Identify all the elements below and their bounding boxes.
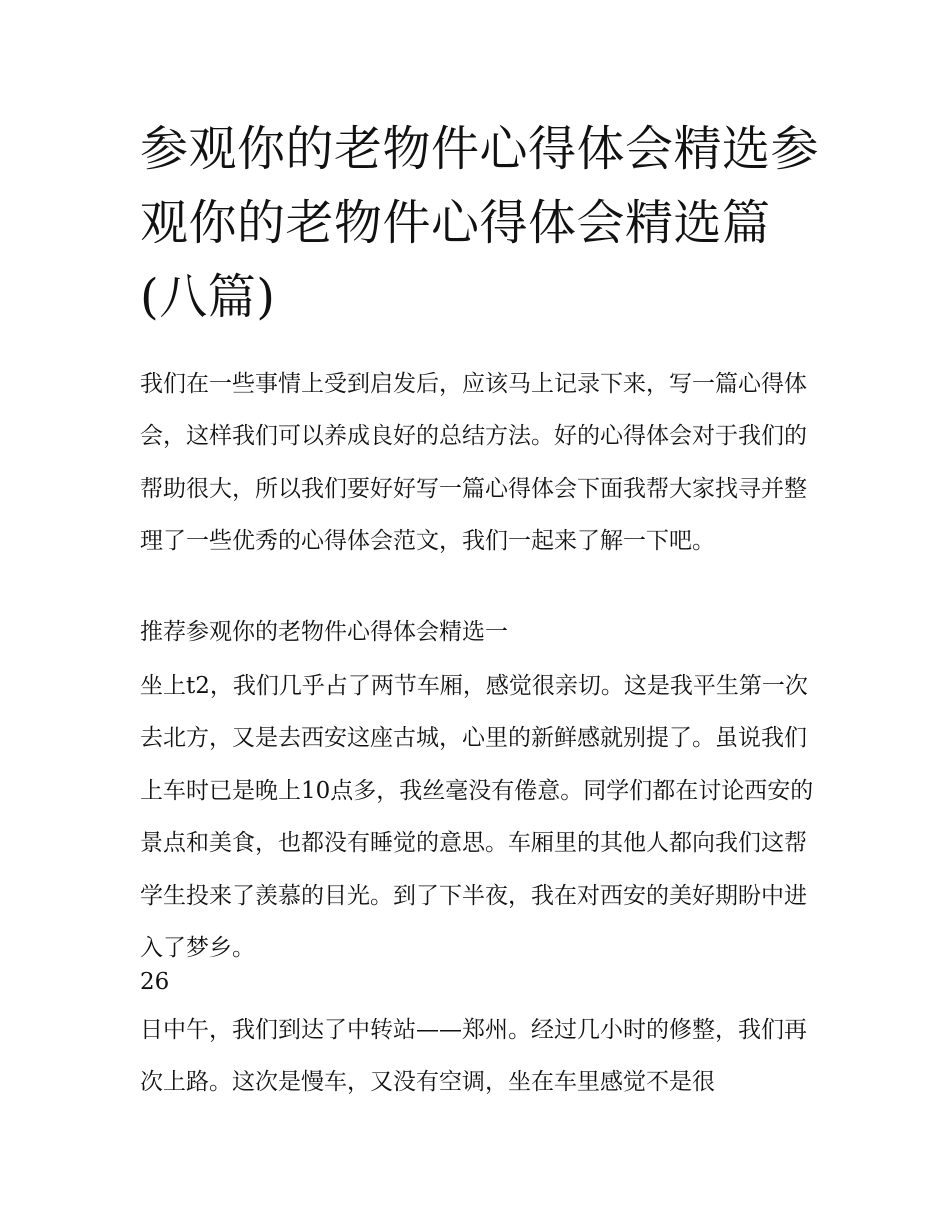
document-title: 参观你的老物件心得体会精选参观你的老物件心得体会精选篇(八篇) <box>140 121 820 325</box>
intro-paragraph: 我们在一些事情上受到启发后，应该马上记录下来，写一篇心得体会，这样我们可以养成良好的总结方法。好的心得体会对于我们的帮助很大，所以我们要好好写一篇心得体会下面我帮大家找寻并整理了一些优秀的心得体会范文，我们一起来了解一下吧。 <box>140 371 807 555</box>
body-paragraph: 坐上t2，我们几乎占了两节车厢，感觉很亲切。这是我平生第一次去北方，又是去西安这座古城，心里的新鲜感就别提了。虽说我们上车时已是晚上10点多，我丝毫没有倦意。同学们都在讨论西安的景点和美食，也都没有睡觉的意思。车厢里的其他人都向我们这帮学生投来了羡慕的目光。到了下半夜，我在对西安的美好期盼中进入了梦乡。 <box>140 673 814 962</box>
page-number: 26 <box>140 969 170 995</box>
body-paragraph: 日中午，我们到达了中转站——郑州。经过几小时的修整，我们再次上路。这次是慢车，又没有空调，坐在车里感觉不是很 <box>140 1017 807 1096</box>
section-heading: 推荐参观你的老物件心得体会精选一 <box>140 619 508 645</box>
